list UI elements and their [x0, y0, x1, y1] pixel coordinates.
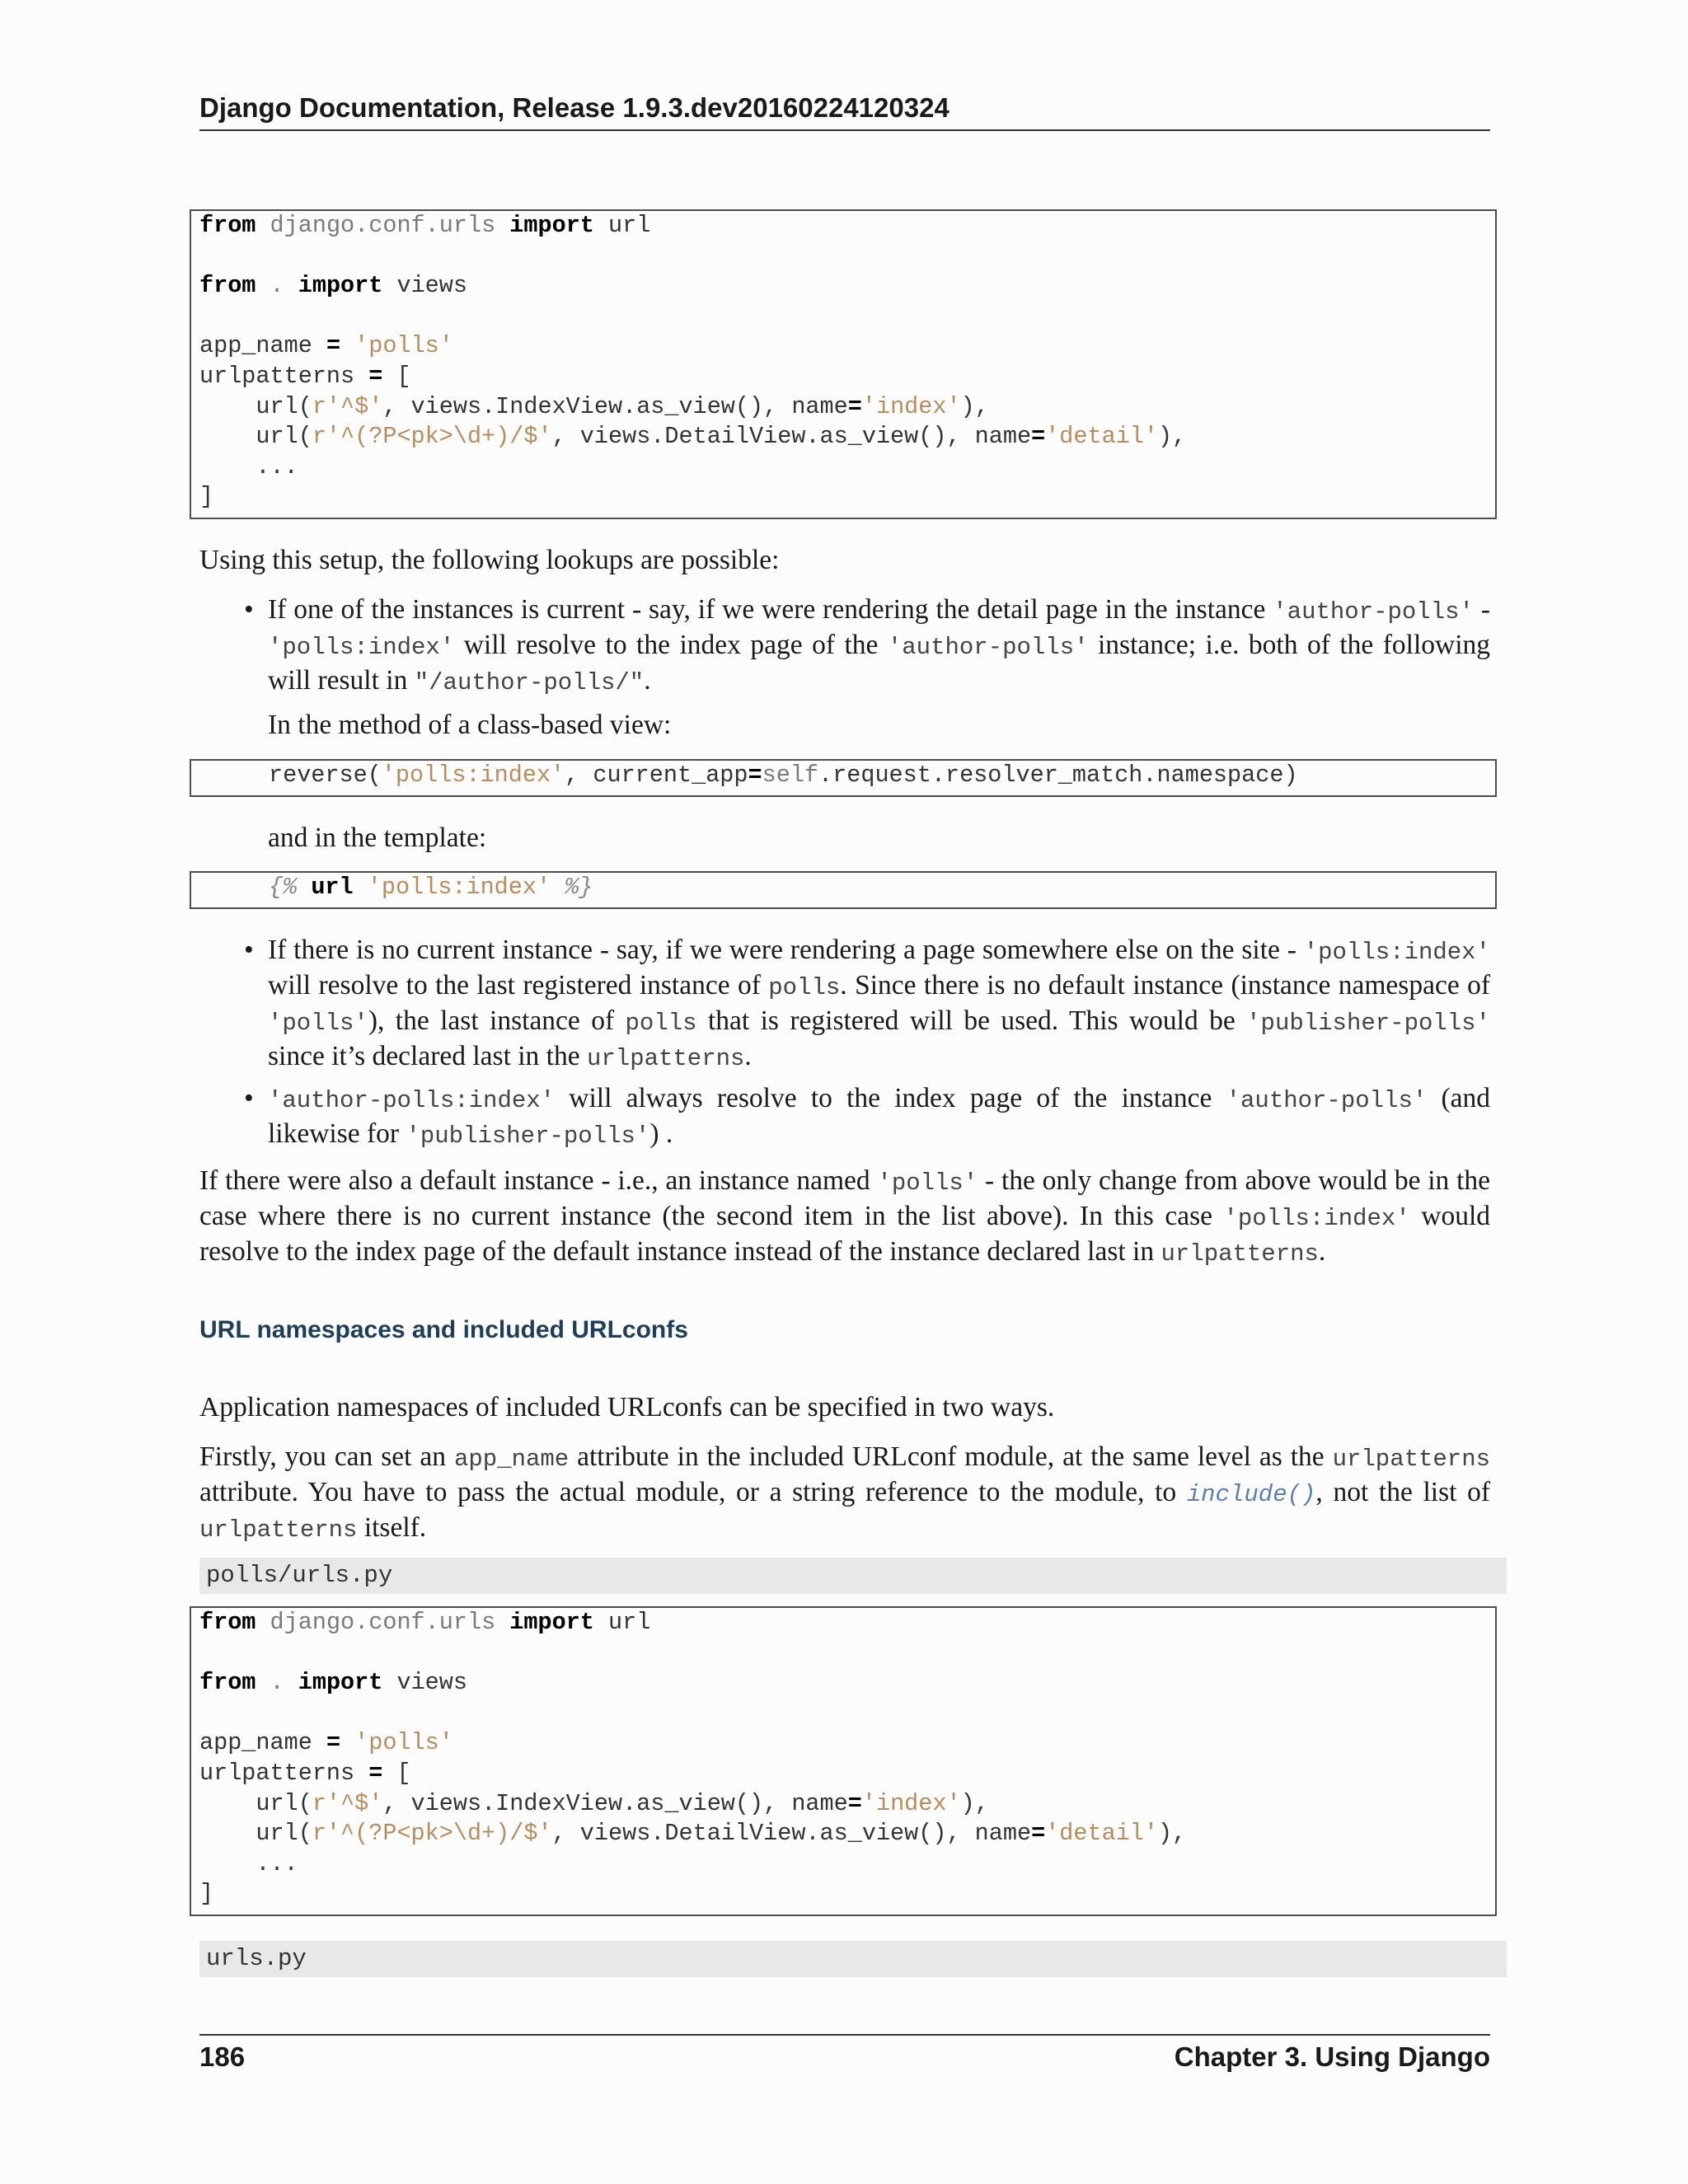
paragraph-default-instance	[199, 1165, 1490, 1271]
code-line: reverse('polls:index', current_app=self.request.resolver_match.namespace)	[269, 762, 1298, 789]
text-run: since it’s declared last in the	[268, 1041, 587, 1071]
bullet-item-current-instance	[268, 593, 1490, 700]
chapter-title: Chapter 3. Using Django	[1174, 2041, 1490, 2072]
footer-divider	[199, 2034, 1490, 2036]
text-run: If there were also a default instance - i.e., an instance named	[199, 1165, 878, 1196]
text-run: instance; i.e. both of the following will result in	[268, 630, 1490, 696]
inline-code: 'author-polls:index'	[268, 1087, 556, 1114]
inline-code: 'publisher-polls'	[406, 1122, 650, 1150]
page-number: 186	[199, 2041, 246, 2072]
inline-code: urlpatterns	[1160, 1240, 1319, 1268]
inline-code: polls	[768, 974, 841, 1001]
code-line: url(r'^(?P<pk>\d+)/$', views.DetailView.as_view(), name='detail'),	[199, 423, 1187, 451]
text-run: If there is no current instance - say, if we were rendering a page somewhere else on the site -	[268, 935, 1304, 965]
code-line: from django.conf.urls import url	[199, 1609, 651, 1636]
inline-code: 'polls:index'	[1223, 1205, 1410, 1232]
text-run: will resolve to the last registered instance of	[268, 970, 769, 1001]
code-caption-urls: urls.py	[199, 1941, 1507, 1977]
inline-code: 'author-polls'	[1273, 598, 1474, 626]
code-line: ]	[199, 483, 214, 511]
inline-code: "/author-polls/"	[414, 669, 645, 696]
inline-code: 'polls'	[268, 1010, 368, 1037]
section-heading: URL namespaces and included URLconfs	[199, 1316, 688, 1343]
code-block-reverse	[190, 759, 1497, 797]
text-run: ), the last instance of	[368, 1005, 626, 1036]
paragraph-app-namespaces: Application namespaces of included URLconfs can be specified in two ways.	[199, 1392, 1055, 1422]
inline-code: 'author-polls'	[887, 634, 1089, 661]
bullet-item-author-polls	[268, 1082, 1490, 1153]
paragraph-firstly	[199, 1441, 1490, 1547]
code-block-urls-2	[190, 1606, 1497, 1916]
inline-code: 'polls'	[877, 1169, 978, 1197]
code-line: ]	[199, 1880, 214, 1908]
code-line	[199, 241, 1495, 272]
bullet-item-no-current-instance	[268, 934, 1490, 1076]
inline-code: 'polls:index'	[268, 634, 455, 661]
text-run: will resolve to the index page of the	[454, 630, 888, 660]
inline-code: polls	[625, 1010, 697, 1037]
text-run: -	[1473, 594, 1490, 625]
text-run: attribute in the included URLconf module, at the same level as the	[569, 1441, 1333, 1472]
code-line: from . import views	[199, 1669, 467, 1697]
paragraph-template: and in the template:	[268, 823, 487, 853]
inline-code: urlpatterns	[199, 1516, 358, 1544]
text-run: , not the list of	[1315, 1477, 1490, 1507]
code-line: ...	[199, 1849, 298, 1877]
header-divider	[199, 129, 1490, 131]
code-block-urls-1	[190, 209, 1497, 519]
code-line	[199, 302, 1495, 332]
text-run: If one of the instances is current - say, if we were rendering the detail page in the instance	[268, 594, 1273, 625]
text-run: itself.	[357, 1512, 427, 1543]
text-run: attribute. You have to pass the actual module, or a string reference to the module, to	[199, 1477, 1187, 1507]
code-line: from django.conf.urls import url	[199, 212, 651, 239]
text-run: would resolve to the index page of the default instance instead of the instance declared last in	[199, 1201, 1491, 1267]
code-line: urlpatterns = [	[199, 1759, 411, 1787]
paragraph-class-based-view: In the method of a class-based view:	[268, 710, 672, 740]
text-run: (and likewise for	[268, 1083, 1490, 1149]
bullet-marker: •	[244, 1083, 254, 1113]
text-run: . Since there is no default instance (instance namespace of	[840, 970, 1491, 1001]
text-run: Firstly, you can set an	[199, 1441, 454, 1472]
inline-code: 'publisher-polls'	[1246, 1010, 1490, 1037]
inline-code: urlpatterns	[586, 1045, 745, 1072]
text-run: .	[644, 665, 651, 696]
code-line	[199, 1699, 1495, 1729]
code-line: url(r'^$', views.IndexView.as_view(), name='index'),	[199, 1789, 989, 1817]
paragraph-lookups: Using this setup, the following lookups are possible:	[199, 545, 780, 575]
code-line: from . import views	[199, 272, 467, 300]
text-run: .	[1318, 1236, 1326, 1267]
code-line: urlpatterns = [	[199, 362, 411, 390]
include-link[interactable]: include()	[1186, 1481, 1316, 1508]
text-run: that is registered will be used. This would be	[696, 1005, 1247, 1036]
code-caption-polls-urls: polls/urls.py	[199, 1558, 1507, 1594]
code-line: ...	[199, 452, 298, 480]
text-run: ) .	[649, 1118, 673, 1149]
bullet-marker: •	[244, 594, 254, 625]
code-line: app_name = 'polls'	[199, 1729, 453, 1757]
inline-code: 'author-polls'	[1226, 1087, 1428, 1114]
code-line	[199, 1638, 1495, 1669]
code-line: url(r'^$', views.IndexView.as_view(), name='index'),	[199, 392, 989, 420]
text-run: .	[744, 1041, 752, 1071]
inline-code: urlpatterns	[1332, 1446, 1491, 1473]
bullet-marker: •	[244, 935, 254, 965]
text-run: - the only change from above would be in the case where there is no current instance (the second item in the list above). In this case	[199, 1165, 1490, 1231]
inline-code: 'polls:index'	[1303, 939, 1490, 966]
code-block-template-tag	[190, 871, 1497, 909]
code-line: {% url 'polls:index' %}	[269, 874, 593, 901]
text-run: will always resolve to the index page of the instance	[555, 1083, 1226, 1113]
inline-code: app_name	[453, 1446, 570, 1473]
code-line: url(r'^(?P<pk>\d+)/$', views.DetailView.as_view(), name='detail'),	[199, 1820, 1187, 1848]
page-header-title: Django Documentation, Release 1.9.3.dev20160224120324	[199, 92, 950, 123]
code-line: app_name = 'polls'	[199, 332, 453, 360]
